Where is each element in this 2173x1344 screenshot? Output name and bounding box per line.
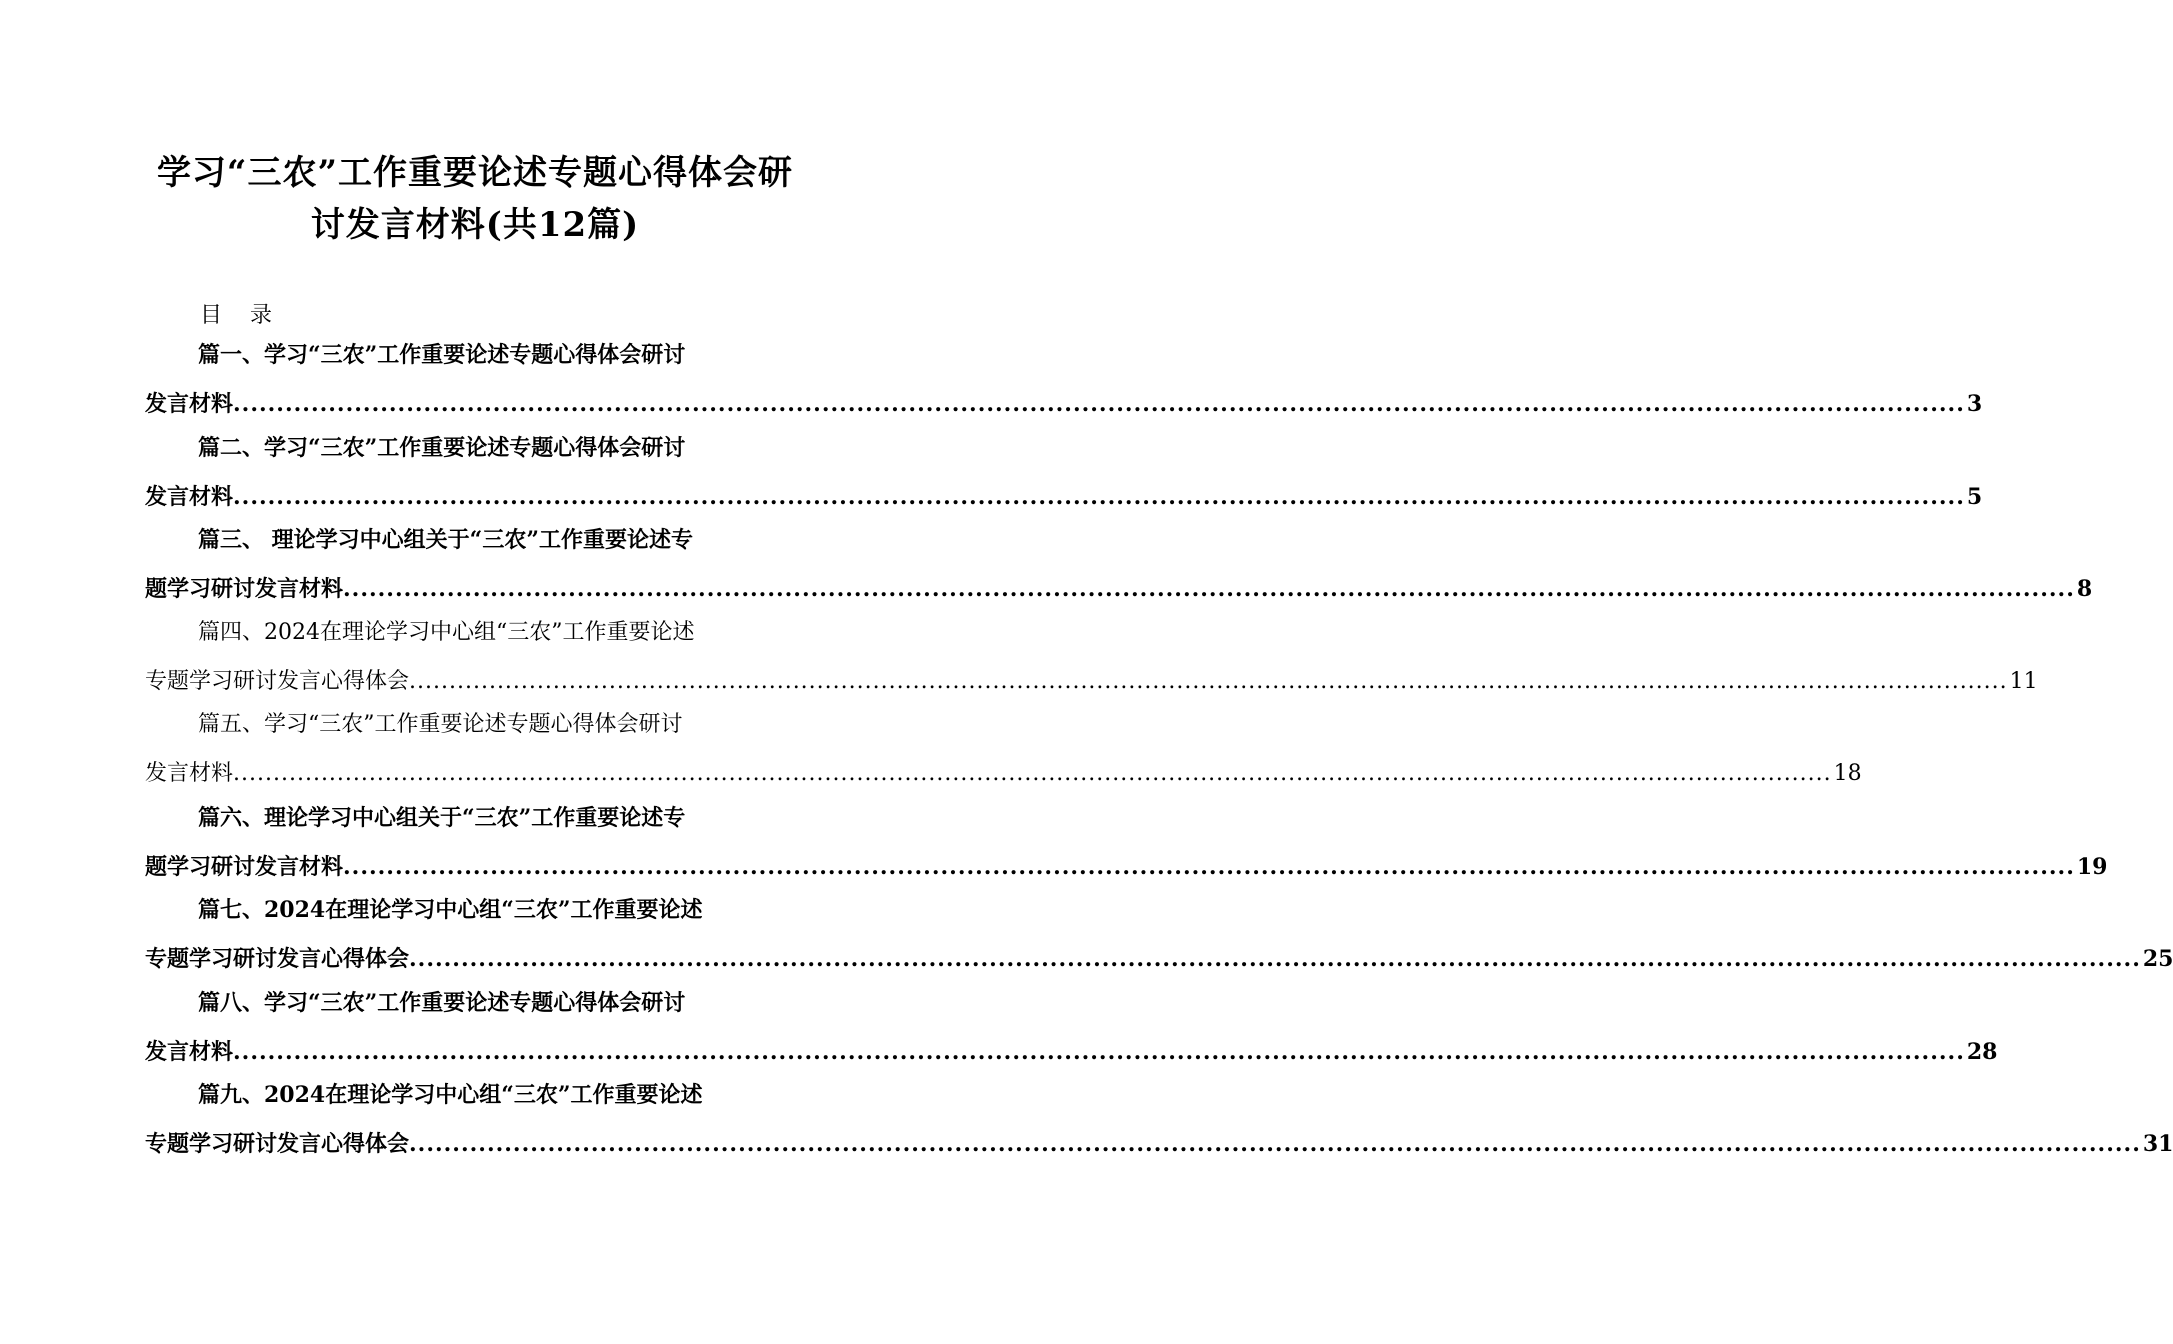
toc-page-number: 19 bbox=[2076, 853, 2108, 880]
dot-leader: ........................................................................................................................................................................................................ bbox=[233, 1038, 1965, 1065]
toc-entry-title-line[interactable]: 篇七、2024在理论学习中心组“三农”工作重要论述 bbox=[198, 897, 703, 923]
toc-entry[interactable] bbox=[145, 482, 1983, 512]
document-title-line-2: 讨发言材料(共12篇) bbox=[310, 205, 640, 245]
toc-entry-title-line[interactable]: 篇四、2024在理论学习中心组“三农”工作重要论述 bbox=[198, 619, 695, 645]
toc-entry-title-continuation: 发言材料 bbox=[145, 391, 234, 417]
toc-entry[interactable] bbox=[145, 759, 1862, 789]
toc-heading: 目 录 bbox=[200, 303, 272, 328]
dot-leader: ........................................................................................................................................................................................................ bbox=[233, 483, 1965, 510]
toc-page-number: 28 bbox=[1966, 1038, 1998, 1065]
toc-page-number: 11 bbox=[2009, 668, 2038, 694]
dot-leader: ........................................................................................................................................................................................................ bbox=[409, 668, 2008, 694]
toc-entry-title-continuation: 发言材料 bbox=[145, 1038, 234, 1065]
toc-entry-title-line[interactable]: 篇二、学习“三农”工作重要论述专题心得体会研讨 bbox=[198, 434, 686, 461]
toc-entry[interactable] bbox=[145, 574, 2093, 604]
toc-entry-title-continuation: 专题学习研讨发言心得体会 bbox=[145, 1131, 410, 1157]
toc-entry-title-continuation: 专题学习研讨发言心得体会 bbox=[145, 668, 410, 694]
toc-entry-title-line[interactable]: 篇一、学习“三农”工作重要论述专题心得体会研讨 bbox=[198, 342, 686, 368]
toc-entry-title-continuation: 题学习研讨发言材料 bbox=[145, 576, 344, 602]
dot-leader: ........................................................................................................................................................................................................ bbox=[343, 576, 2075, 602]
toc-entry-title-line[interactable]: 篇九、2024在理论学习中心组“三农”工作重要论述 bbox=[198, 1082, 703, 1108]
dot-leader: ........................................................................................................................................................................................................ bbox=[409, 946, 2141, 972]
dot-leader: ........................................................................................................................................................................................................ bbox=[409, 1131, 2141, 1157]
toc-page-number: 31 bbox=[2142, 1131, 2173, 1157]
toc-entry[interactable] bbox=[145, 944, 2173, 974]
toc-entry[interactable] bbox=[145, 852, 2108, 882]
toc-entry-title-continuation: 题学习研讨发言材料 bbox=[145, 853, 344, 880]
toc-page-number: 8 bbox=[2076, 576, 2093, 602]
toc-entry-title-line[interactable]: 篇五、学习“三农”工作重要论述专题心得体会研讨 bbox=[198, 712, 683, 737]
toc-page-number: 25 bbox=[2142, 946, 2173, 972]
toc-entry-title-line[interactable]: 篇三、 理论学习中心组关于“三农”工作重要论述专 bbox=[198, 527, 693, 553]
document-title-line-1: 学习“三农”工作重要论述专题心得体会研 bbox=[156, 153, 794, 193]
toc-entry[interactable] bbox=[145, 1129, 2173, 1159]
dot-leader: ........................................................................................................................................................................................................ bbox=[343, 853, 2075, 880]
toc-page-number: 3 bbox=[1966, 391, 1983, 417]
dot-leader: ........................................................................................................................................................................................................ bbox=[233, 761, 1832, 786]
toc-entry-title-continuation: 发言材料 bbox=[145, 483, 234, 510]
toc-entry[interactable] bbox=[145, 667, 2038, 697]
dot-leader: ........................................................................................................................................................................................................ bbox=[233, 391, 1965, 417]
toc-entry[interactable] bbox=[145, 389, 1983, 419]
toc-entry-title-line[interactable]: 篇八、学习“三农”工作重要论述专题心得体会研讨 bbox=[198, 989, 686, 1016]
toc-entry-title-continuation: 发言材料 bbox=[145, 761, 234, 786]
toc-entry-title-line[interactable]: 篇六、理论学习中心组关于“三农”工作重要论述专 bbox=[198, 804, 686, 831]
toc-page-number: 5 bbox=[1966, 483, 1983, 510]
toc-entry[interactable] bbox=[145, 1037, 1998, 1067]
toc-page-number: 18 bbox=[1833, 761, 1862, 786]
toc-entry-title-continuation: 专题学习研讨发言心得体会 bbox=[145, 946, 410, 972]
